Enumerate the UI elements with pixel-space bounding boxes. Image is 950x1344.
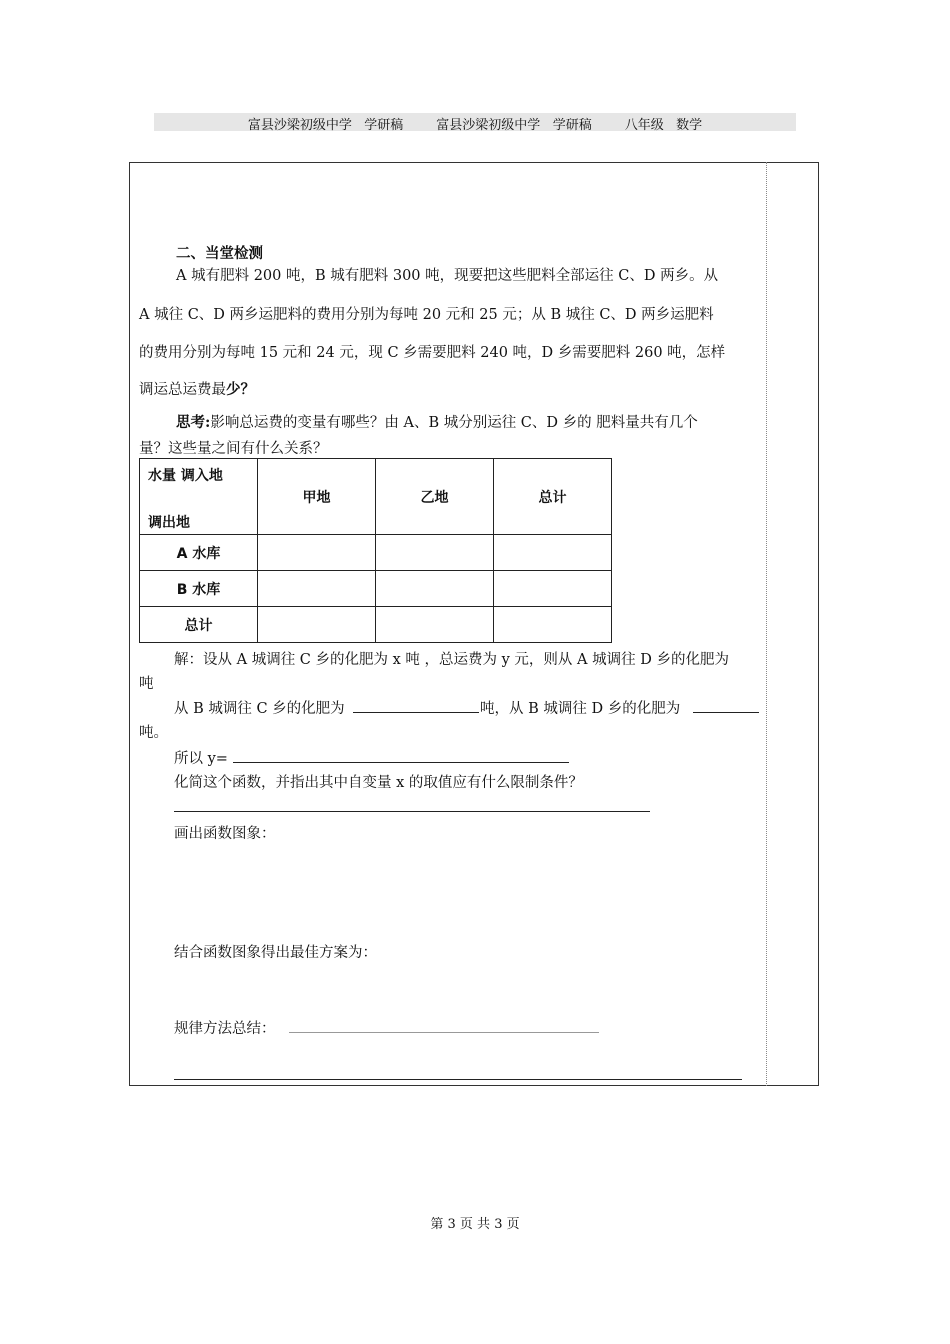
draw-graph-prompt: 画出函数图象： [174, 826, 276, 842]
margin-divider [766, 162, 767, 1086]
solution-line-1-cont: 吨 [139, 676, 154, 692]
blank-constraint[interactable] [174, 811, 650, 812]
corner-label-top: 水量 调入地 [148, 468, 223, 484]
solution-line-2-cont: 吨。 [139, 725, 168, 741]
blank-bc-amount[interactable] [353, 712, 479, 713]
allocation-table [139, 458, 612, 643]
blank-y-function[interactable] [233, 762, 569, 763]
table-header-cell: 乙地 [376, 459, 494, 535]
y-equation-label: 所以 y= [174, 751, 228, 767]
table-cell [494, 607, 612, 643]
solution-line-2b: 吨，从 B 城调往 D 乡的化肥为 [480, 701, 681, 717]
table-row-label: 总计 [140, 607, 258, 643]
table-row [140, 571, 612, 607]
blank-summary-line-2[interactable] [174, 1079, 742, 1080]
problem-line-4-text: 调运总运费最 [139, 382, 226, 398]
table-header-cell: 总计 [494, 459, 612, 535]
problem-line-2: A 城往 C、D 两乡运肥料的费用分别为每吨 20 元和 25 元；从 B 城往 C、D 两乡运肥料 [139, 307, 714, 323]
page-footer: 第 3 页 共 3 页 [430, 1217, 520, 1232]
corner-label-bottom: 调出地 [148, 515, 190, 531]
think-label: 思考: [176, 414, 211, 431]
simplify-prompt: 化简这个函数，并指出其中自变量 x 的取值应有什么限制条件？ [174, 775, 583, 791]
solution-line-2a: 从 B 城调往 C 乡的化肥为 [174, 701, 345, 717]
table-cell [376, 571, 494, 607]
best-plan-prompt: 结合函数图象得出最佳方案为： [174, 945, 377, 961]
problem-line-4-end: 少？ [226, 381, 255, 398]
think-line-2: 量？这些量之间有什么关系？ [139, 441, 328, 457]
table-row [140, 607, 612, 643]
table-cell [376, 607, 494, 643]
table-cell [494, 535, 612, 571]
think-text: 影响总运费的变量有哪些？由 A、B 城分别运往 C、D 乡的 肥料量共有几个 [210, 415, 698, 431]
problem-line-3: 的费用分别为每吨 15 元和 24 元，现 C 乡需要肥料 240 吨，D 乡需要肥料 260 吨，怎样 [139, 345, 726, 361]
blank-bd-amount[interactable] [693, 712, 759, 713]
solution-line-1: 解：设从 A 城调往 C 乡的化肥为 x 吨 ，总运费为 y 元，则从 A 城调往 D 乡的化肥为 [174, 652, 729, 668]
table-row-label: A 水库 [140, 535, 258, 571]
table-header-cell: 甲地 [258, 459, 376, 535]
think-line-1 [176, 411, 698, 432]
table-cell [258, 607, 376, 643]
problem-line-1: A 城有肥料 200 吨，B 城有肥料 300 吨，现要把这些肥料全部运往 C、D 两乡。从 [176, 268, 719, 284]
table-row-label: B 水库 [140, 571, 258, 607]
summary-prompt: 规律方法总结： [174, 1021, 276, 1037]
table-corner-cell [140, 459, 258, 535]
table-cell [258, 571, 376, 607]
table-cell [258, 535, 376, 571]
table-cell [376, 535, 494, 571]
problem-line-4 [139, 378, 255, 399]
table-header-row [140, 459, 612, 535]
table-row [140, 535, 612, 571]
page-header: 富县沙梁初级中学 学研稿 富县沙梁初级中学 学研稿 八年级 数学 [247, 118, 703, 133]
blank-summary[interactable] [289, 1032, 599, 1033]
section-title: 二、当堂检测 [176, 246, 263, 262]
table-cell [494, 571, 612, 607]
